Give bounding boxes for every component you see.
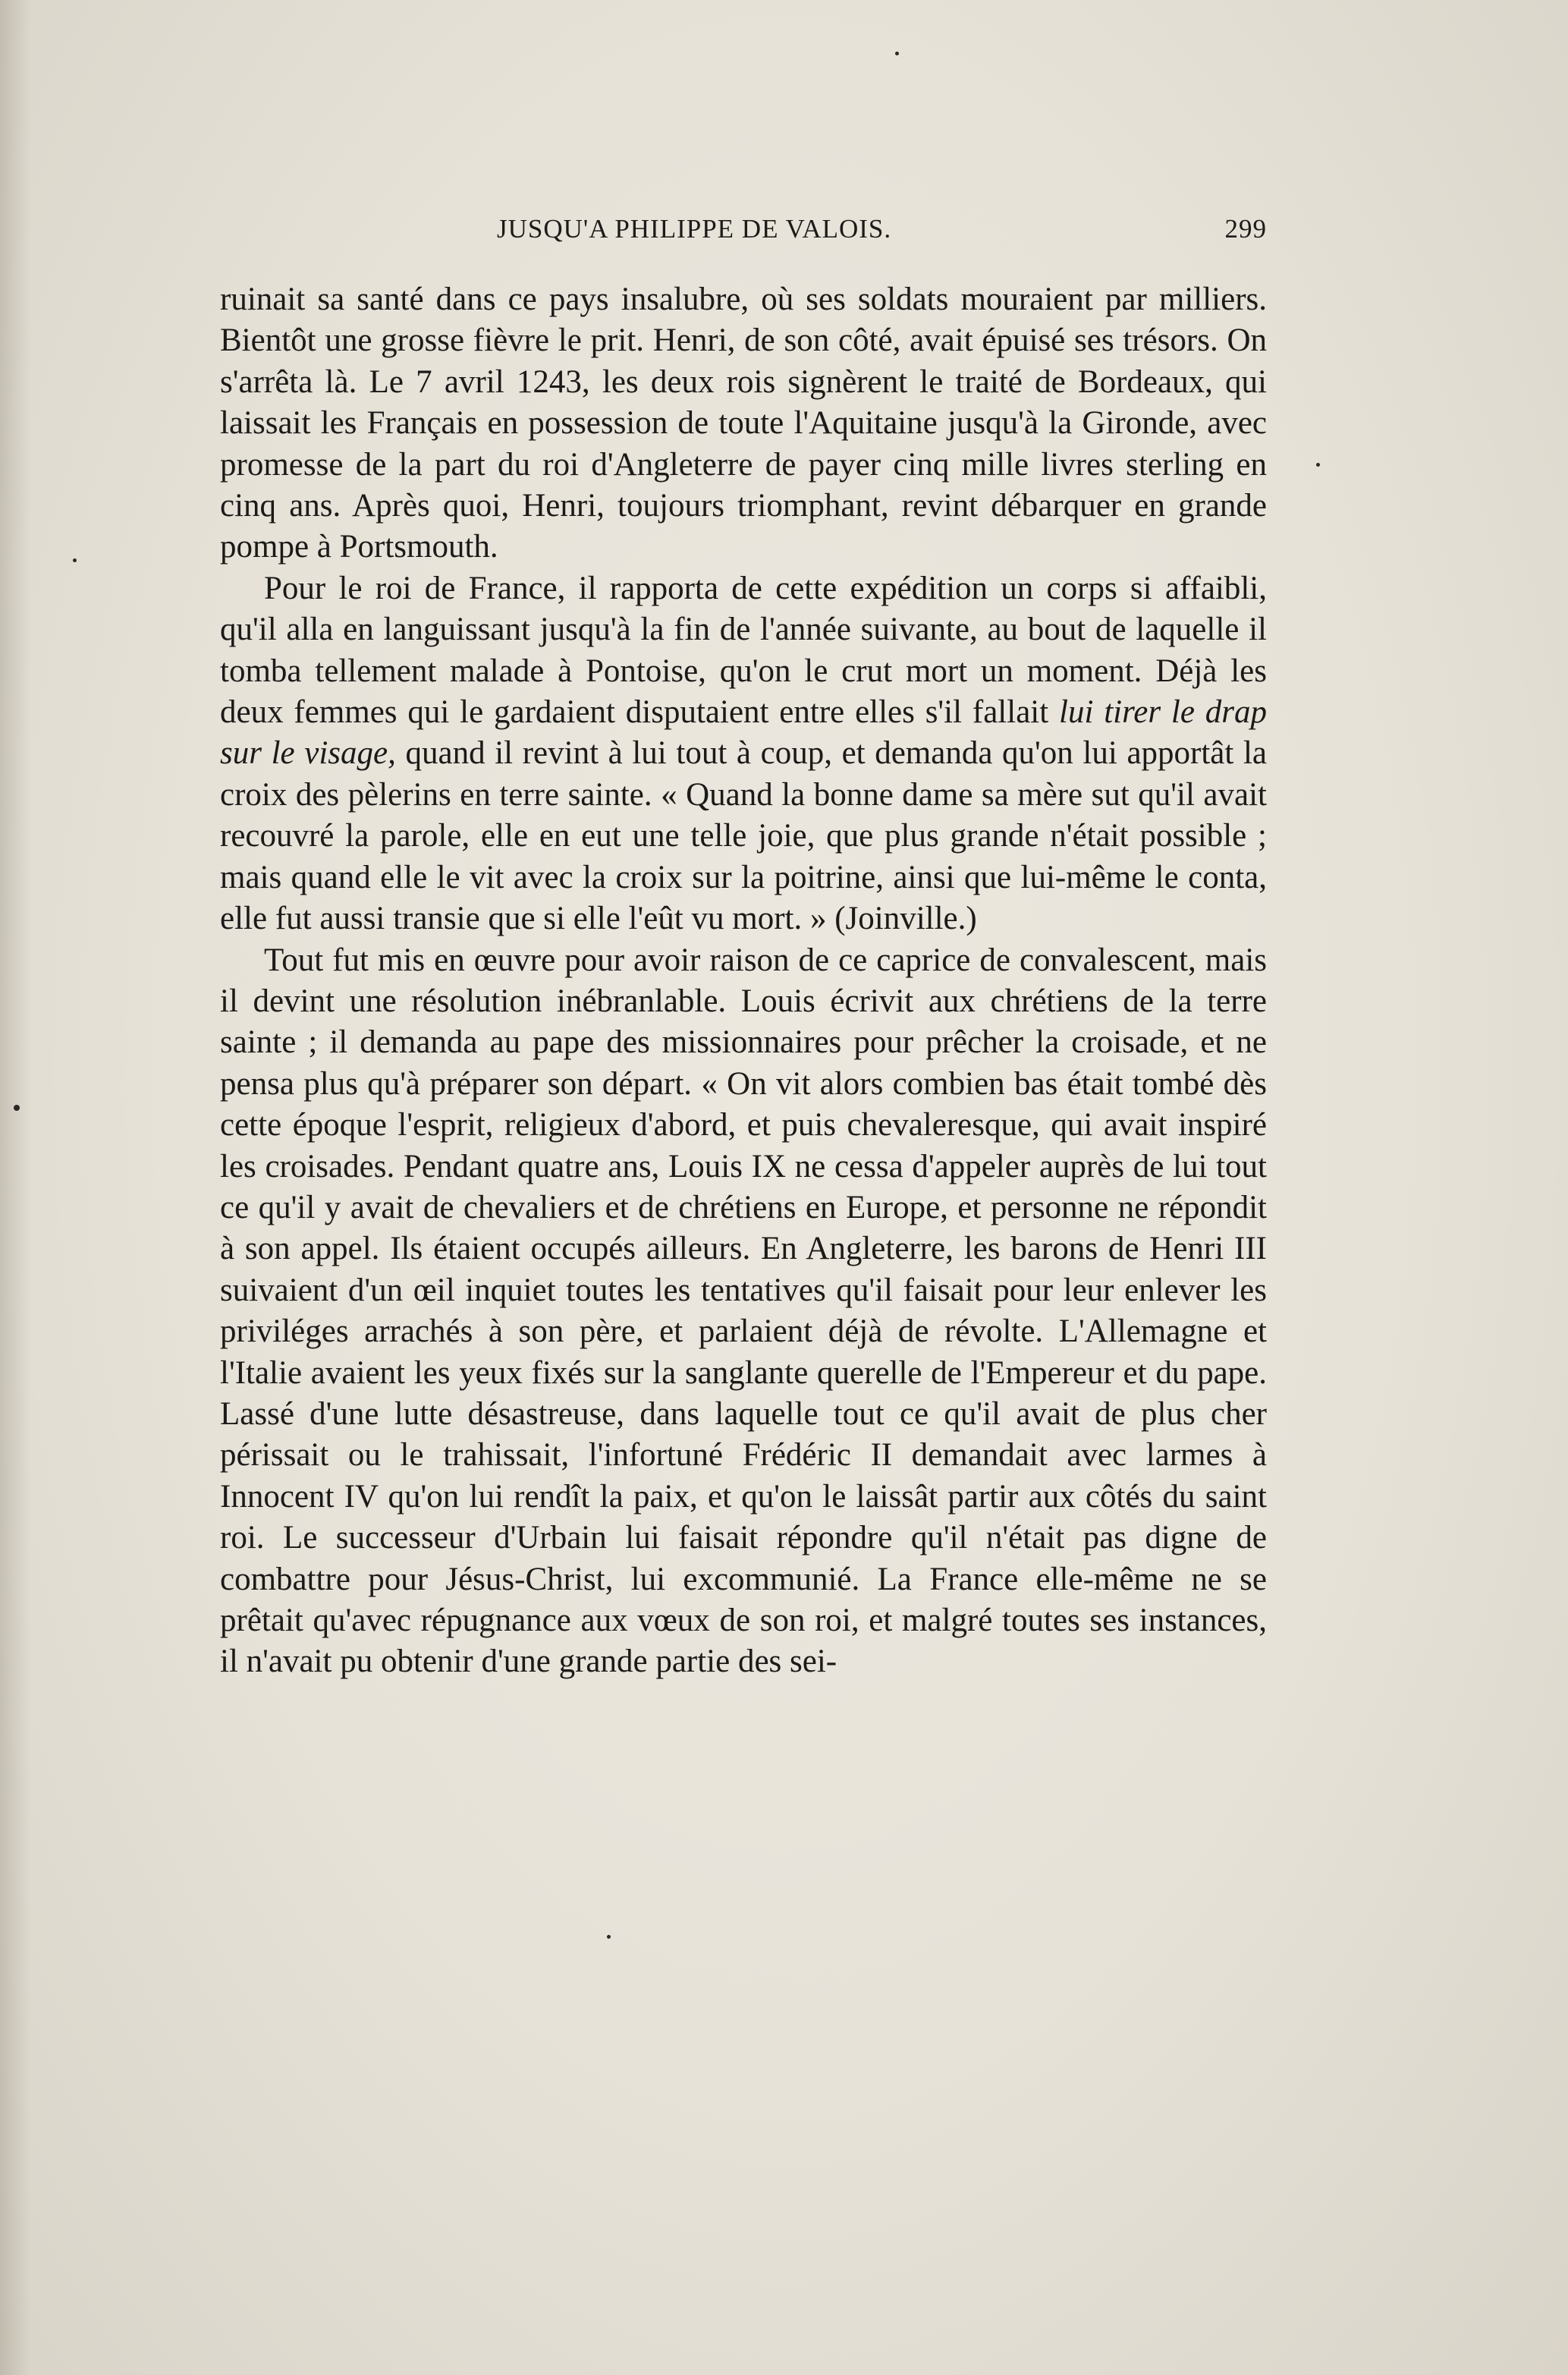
paragraph-2-italic-quote: lui tirer le drap sur le visage, (220, 694, 1268, 772)
paper-speck (1316, 463, 1320, 467)
page-shadow (0, 0, 30, 2375)
paragraph-2-text-a: Pour le roi de France, il rapporta de cette expédition un corps si affaibli, qu'il alla en languissant jusqu'à la fin de l'année suivante, au bout de laquelle il tomba tellement malade à Pontoise, qu'on le crut mort un moment. Déjà les deux femmes qui le gardaient disputaient entre elles s'il fallait (220, 570, 1267, 731)
paragraph-1 (220, 279, 1267, 568)
paragraph-1-text: ruinait sa santé dans ce pays insalubre, où ses soldats mouraient par milliers. Bientôt une grosse fièvre le prit. Henri, de son côté, avait épuisé ses trésors. On s'arrêta là. Le 7 avril 1243, les deux rois signèrent le traité de Bordeaux, qui laissait les Français en possession de toute l'Aquitaine jusqu'à la Gironde, avec promesse de la part du roi d'Angleterre de payer cinq mille livres sterling en cinq ans. Après quoi, Henri, toujours triomphant, revint débarquer en grande pompe à Portsmouth. (220, 282, 1267, 565)
paper-speck (73, 558, 77, 562)
running-title: JUSQU'A PHILIPPE DE VALOIS. (497, 214, 892, 244)
page-number: 299 (1224, 214, 1267, 244)
paragraph-3-text: Tout fut mis en œuvre pour avoir raison de ce caprice de convalescent, mais il devint une résolution inébranlable. Louis écrivit aux chrétiens de la terre sainte ; il demanda au pape des missionnaires pour prêcher la croisade, et ne pensa plus qu'à préparer son départ. « On vit alors combien bas était tombé dès cette époque l'esprit, religieux d'abord, et puis chevaleresque, qui avait inspiré les croisades. Pendant quatre ans, Louis IX ne cessa d'appeler auprès de lui tout ce qu'il y avait de chevaliers et de chrétiens en Europe, et personne ne répondit à son appel. Ils étaient occupés ailleurs. En Angleterre, les barons de Henri III suivaient d'un œil inquiet toutes les tentatives qu'il faisait pour leur enlever les priviléges arrachés à son père, et parlaient déjà de révolte. L'Allemagne et l'Italie avaient les yeux fixés sur la sanglante querelle de l'Empereur et du pape. Lassé d'une lutte désastreuse, dans laquelle tout ce qu'il avait de plus cher périssait ou le trahissait, l'infortuné Frédéric II demandait avec larmes à Innocent IV qu'on lui rendît la paix, et qu'on le laissât partir aux côtés du saint roi. Le successeur d'Urbain lui faisait répondre qu'il n'était pas digne de combattre pour Jésus-Christ, lui excommunié. La France elle-même ne se prêtait qu'avec répugnance aux vœux de son roi, et malgré toutes ses instances, il n'avait pu obtenir d'une grande partie des sei- (220, 942, 1267, 1680)
body-text (220, 279, 1267, 1683)
paragraph-2-text-b: quand il revint à lui tout à coup, et demanda qu'on lui apportât la croix des pèlerins en terre sainte. « Quand la bonne dame sa mère sut qu'il avait recouvré la parole, elle en eut une telle joie, que plus grande n'était possible ; mais quand elle le vit avec la croix sur la poitrine, ainsi que lui-même le conta, elle fut aussi transie que si elle l'eût vu mort. » (Joinville.) (220, 735, 1267, 937)
running-header (220, 214, 1267, 252)
paper-speck (895, 52, 899, 55)
paragraph-3 (220, 940, 1267, 1683)
paragraph-2 (220, 568, 1267, 940)
paper-speck (607, 1935, 611, 1939)
paper-speck (14, 1105, 20, 1111)
